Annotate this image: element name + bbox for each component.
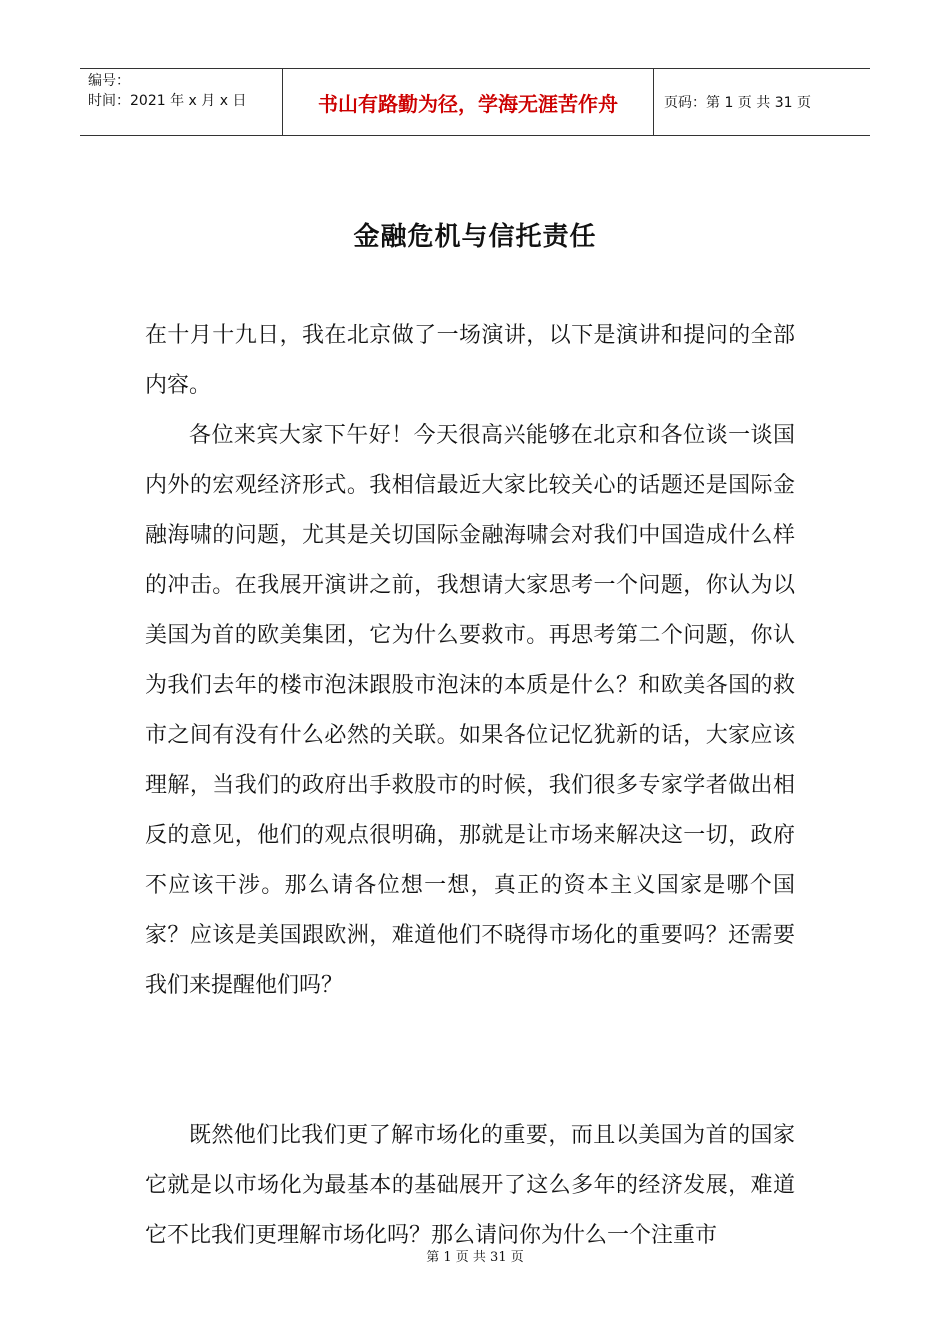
document-body: [145, 311, 795, 1261]
page-header: [80, 68, 870, 136]
document-title: 金融危机与信托责任: [353, 222, 597, 252]
page-footer: 第 1 页 共 31 页: [426, 1250, 524, 1265]
paragraph-intro: 在十月十九日，我在北京做了一场演讲，以下是演讲和提问的全部内容。: [145, 323, 795, 398]
paragraph-continuation: 既然他们比我们更了解市场化的重要，而且以美国为首的国家它就是以市场化为最基本的基础展开了这么多年的经济发展，难道它不比我们更理解市场化吗？那么请问你为什么一个注重市: [145, 1123, 795, 1248]
header-motto: 书山有路勤为径，学海无涯苦作舟: [282, 69, 654, 135]
header-date: 时间：2021 年 x 月 x 日: [88, 93, 247, 109]
header-page-info: 页码：第 1 页 共 31 页: [664, 95, 811, 111]
paragraph-gap: [145, 1011, 795, 1111]
paragraph-speech: 各位来宾大家下午好！今天很高兴能够在北京和各位谈一谈国内外的宏观经济形式。我相信最近大家比较关心的话题还是国际金融海啸的问题，尤其是关切国际金融海啸会对我们中国造成什么样的冲击。在我展开演讲之前，我想请大家思考一个问题，你认为以美国为首的欧美集团，它为什么要救市。再思考第二个问题，你认为我们去年的楼市泡沫跟股市泡沫的本质是什么？和欧美各国的救市之间有没有什么必然的关联。如果各位记忆犹新的话，大家应该理解，当我们的政府出手救股市的时候，我们很多专家学者做出相反的意见，他们的观点很明确，那就是让市场来解决这一切，政府不应该干涉。那么请各位想一想，真正的资本主义国家是哪个国家？应该是美国跟欧洲，难道他们不晓得市场化的重要吗？还需要我们来提醒他们吗？: [145, 423, 795, 998]
header-meta: [80, 69, 282, 135]
header-number-label: 编号：: [88, 73, 130, 89]
